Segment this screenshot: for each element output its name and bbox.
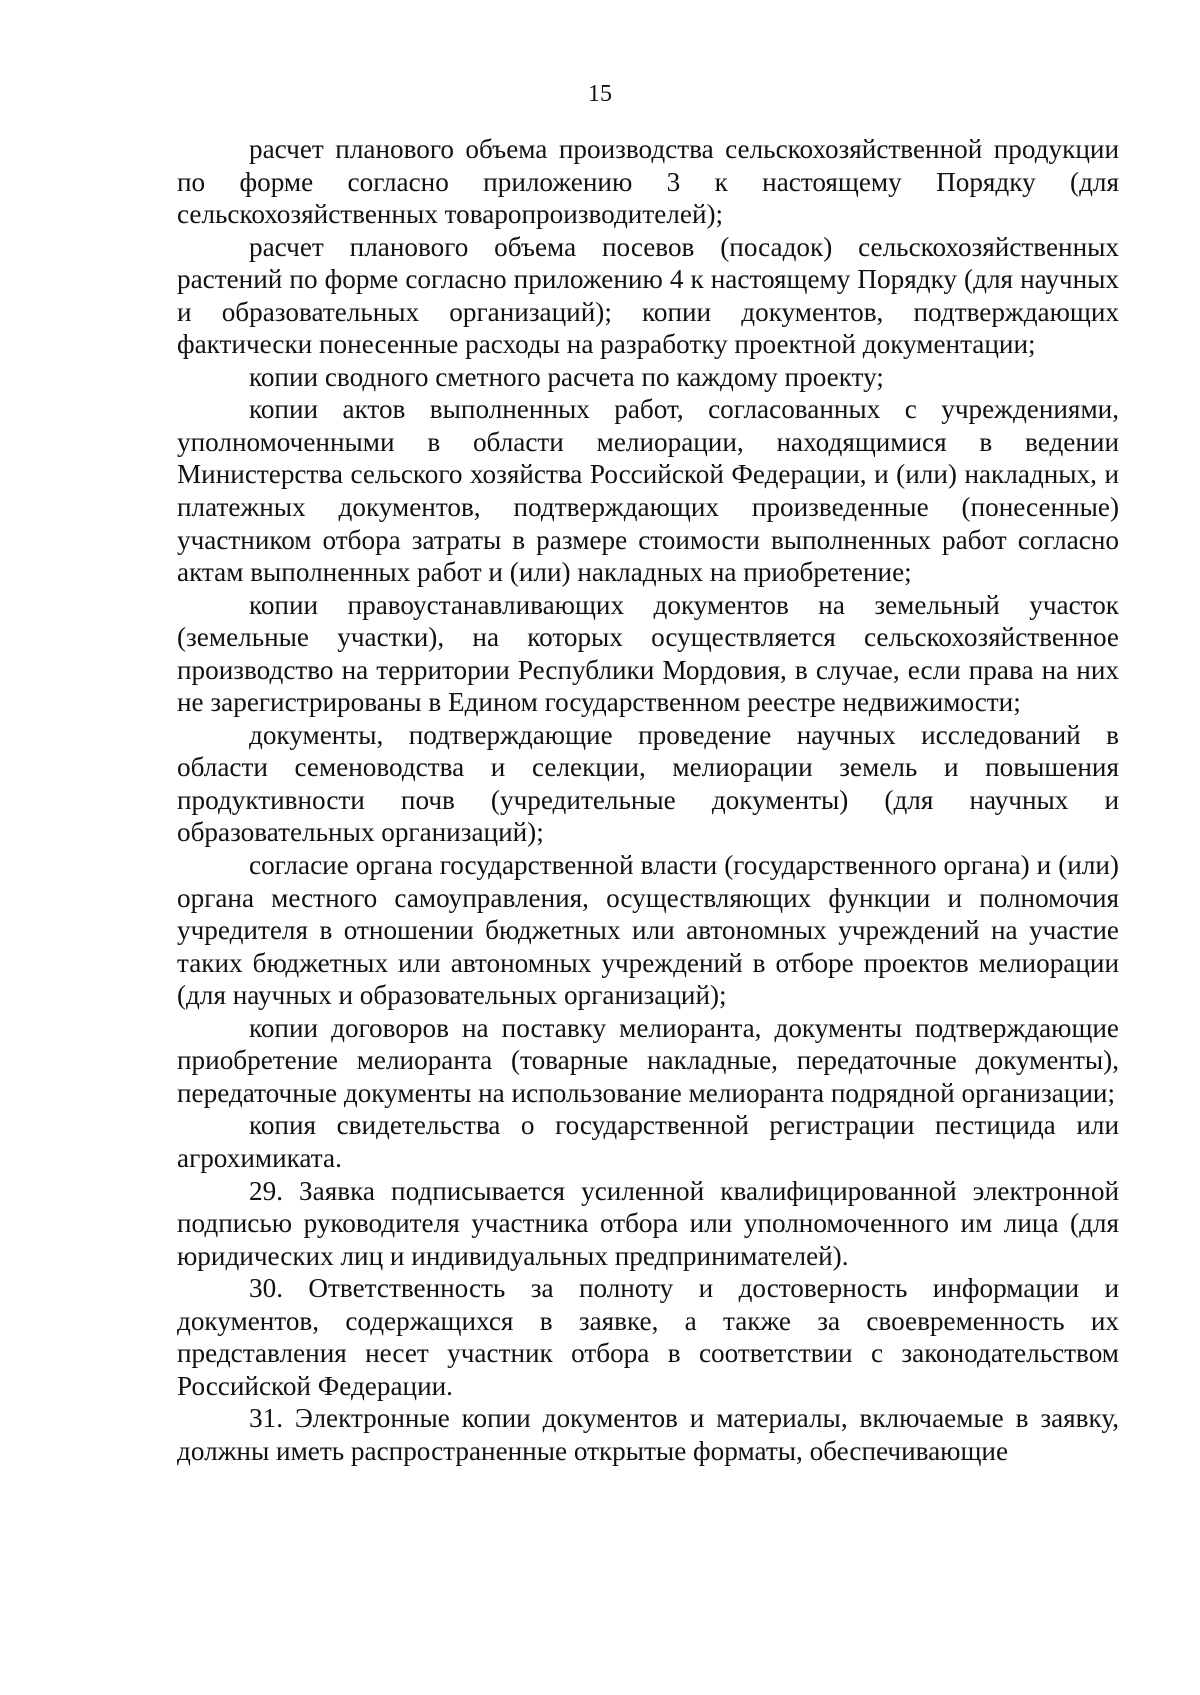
page-number: 15 [588, 81, 612, 107]
paragraph-pesticide-certificate: копия свидетельства о государственной регистрации пестицида или агрохимиката. [177, 1110, 1119, 1173]
paragraph-31-electronic-copies: 31. Электронные копии документов и материалы, включаемые в заявку, должны иметь распространенные открытые форматы, обеспечивающие [177, 1403, 1119, 1466]
paragraph-30-responsibility: 30. Ответственность за полноту и достоверность информации и документов, содержащихся в заявке, а также за своевременность их представления несет участник отбора в соответствии с законодательством Российской Федерации. [177, 1273, 1119, 1401]
paragraph-sowing-volume: расчет планового объема посевов (посадок) сельскохозяйственных растений по форме согласно приложению 4 к настоящему Порядку (для научных и образовательных организаций); копии документов, подтверждающих фактически понесенные расходы на разработку проектной документации; [177, 231, 1119, 360]
paragraph-work-acts: копии актов выполненных работ, согласованных с учреждениями, уполномоченными в области мелиорации, находящимися в ведении Министерства сельского хозяйства Российской Федерации, и (или) накладных, и платежных документов, подтверждающих произведенные (понесенные) участником отбора затраты в размере стоимости выполненных работ согласно актам выполненных работ и (или) накладных на приобретение; [177, 394, 1119, 588]
paragraph-29-signature: 29. Заявка подписывается усиленной квалифицированной электронной подписью руководителя участника отбора или уполномоченного им лица (для юридических лиц и индивидуальных предпринимателей). [177, 1175, 1119, 1271]
paragraph-production-volume: расчет планового объема производства сельскохозяйственной продукции по форме согласно приложению 3 к настоящему Порядку (для сельскохозяйственных товаропроизводителей); [177, 134, 1119, 230]
document-body [177, 133, 1119, 1467]
paragraph-land-rights: копии правоустанавливающих документов на земельный участок (земельные участки), на которых осуществляется сельскохозяйственное производство на территории Республики Мордовия, в случае, если права на них не зарегистрированы в Едином государственном реестре недвижимости; [177, 589, 1119, 718]
paragraph-estimate-copies: копии сводного сметного расчета по каждому проекту; [249, 361, 884, 392]
paragraph-ameliorant-contracts: копии договоров на поставку мелиоранта, документы подтверждающие приобретение мелиоранта (товарные накладные, передаточные документы), передаточные документы на использование мелиоранта подрядной организации; [177, 1012, 1119, 1108]
paragraph-research-documents: документы, подтверждающие проведение научных исследований в области семеноводства и селекции, мелиорации земель и повышения продуктивности почв (учредительные документы) (для научных и образовательных организаций); [177, 719, 1119, 848]
paragraph-founder-consent: согласие органа государственной власти (государственного органа) и (или) органа местного самоуправления, осуществляющих функции и полномочия учредителя в отношении бюджетных или автономных учреждений на участие таких бюджетных или автономных учреждений в отборе проектов мелиорации (для научных и образовательных организаций); [177, 850, 1119, 1011]
